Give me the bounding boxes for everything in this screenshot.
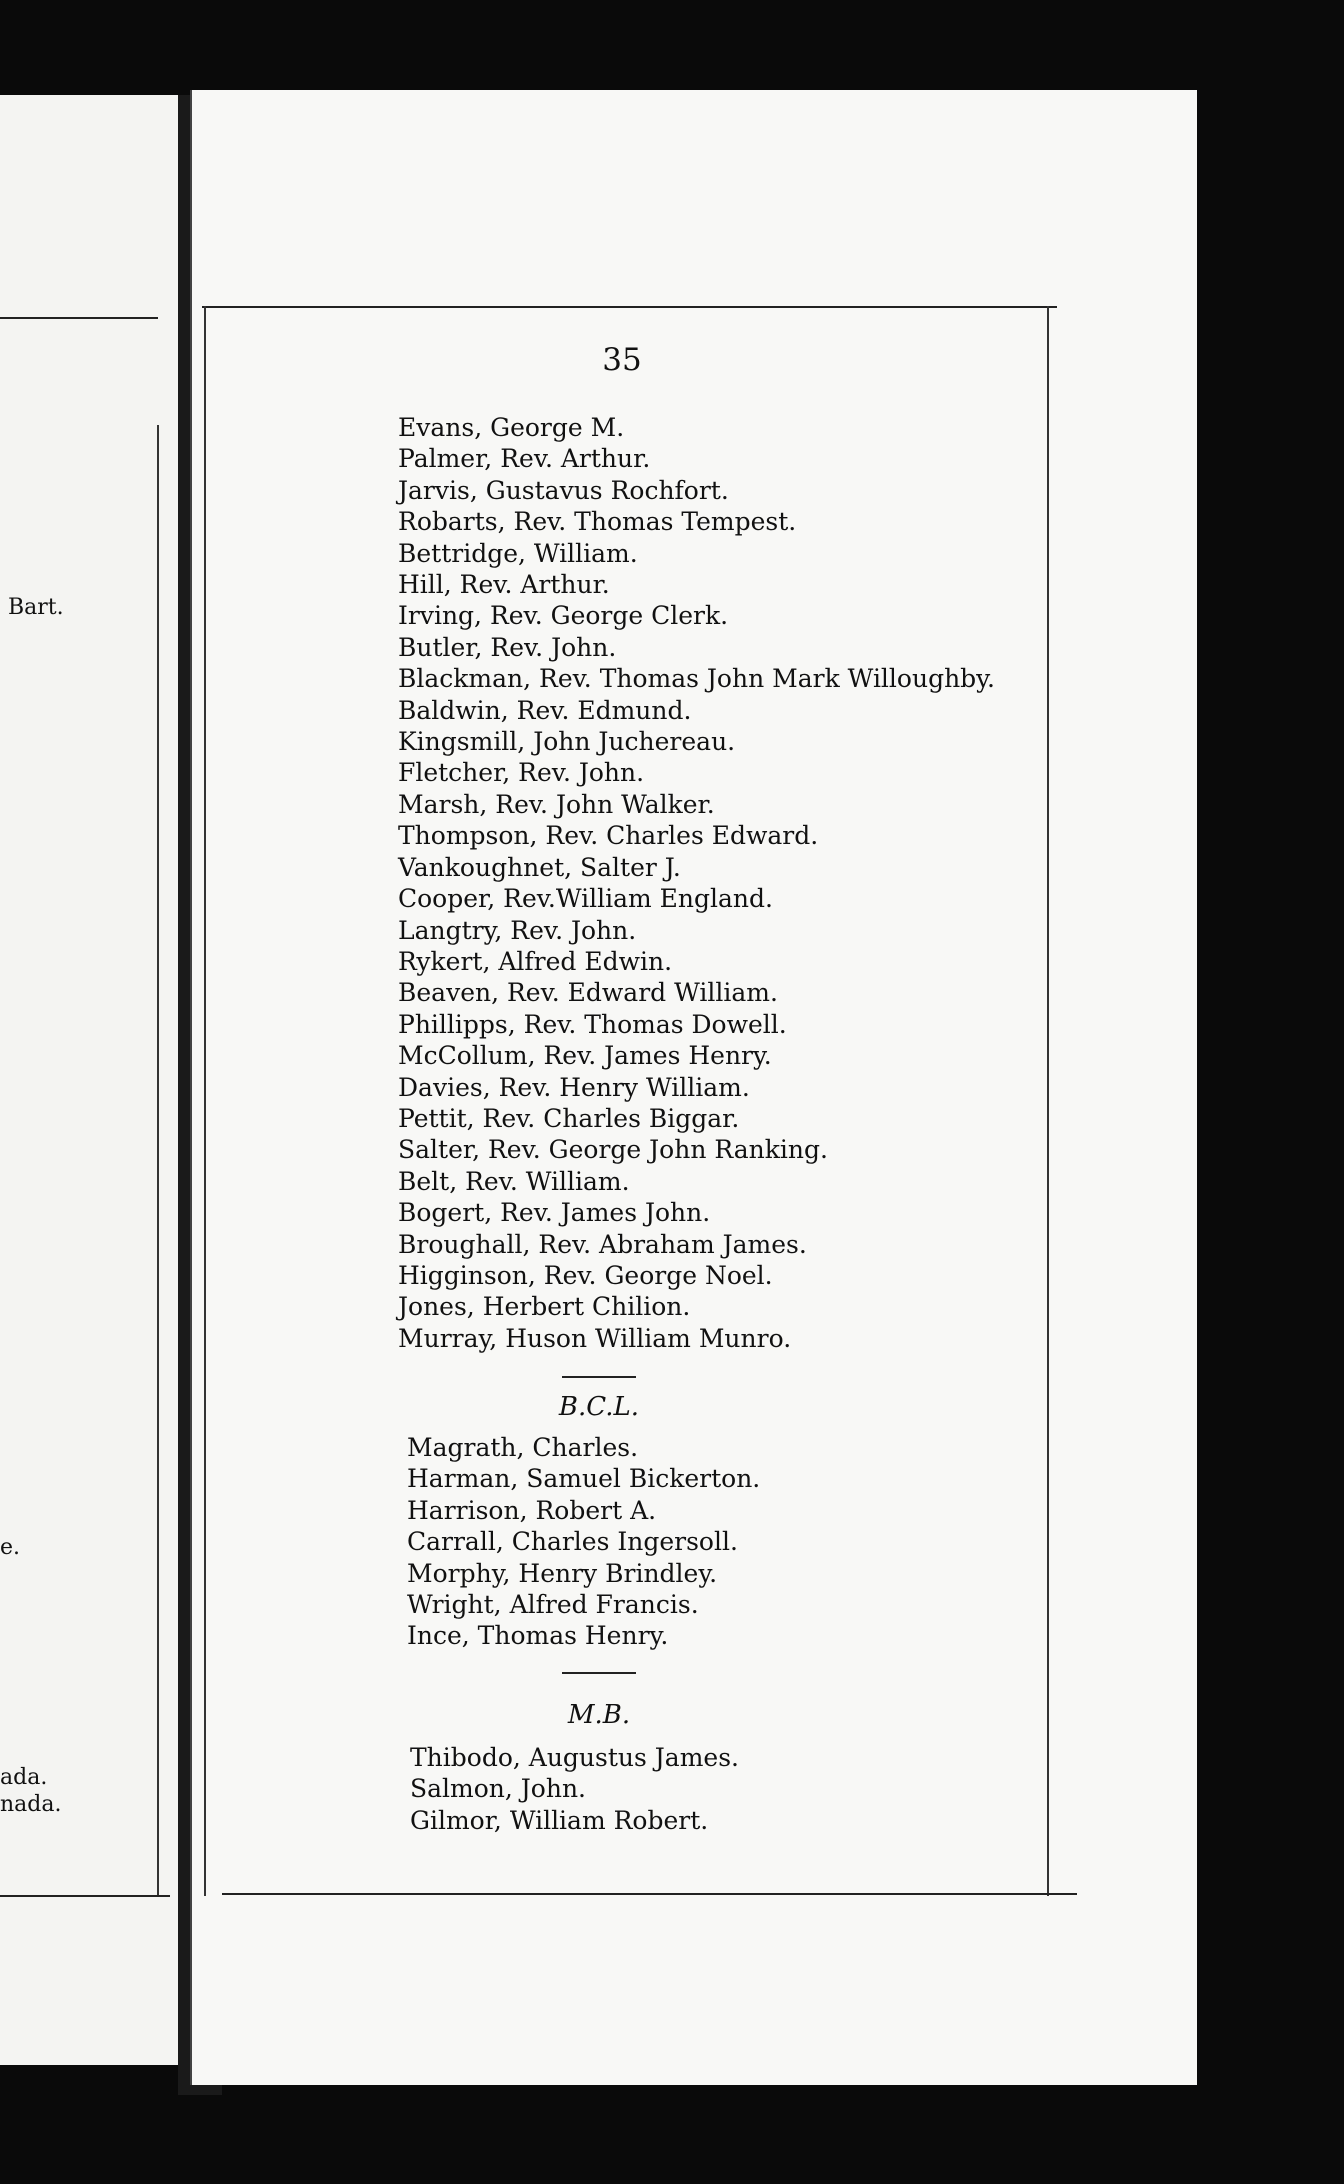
left-page-bottom-rule bbox=[0, 1895, 170, 1897]
section-title-mb: M.B. bbox=[567, 1700, 631, 1730]
page-right-rule bbox=[1047, 306, 1049, 1896]
name-entry: Carrall, Charles Ingersoll. bbox=[407, 1527, 738, 1557]
name-entry: Evans, George M. bbox=[398, 413, 625, 442]
name-entry: Bettridge, William. bbox=[398, 538, 638, 568]
name-entry: Wright, Alfred Francis. bbox=[407, 1590, 699, 1620]
name-entry: Kingsmill, John Juchereau. bbox=[398, 727, 736, 757]
left-page bbox=[0, 95, 178, 2065]
name-entry: Baldwin, Rev. Edmund. bbox=[398, 695, 692, 725]
name-entry: Murray, Huson William Munro. bbox=[398, 1323, 792, 1353]
book-page bbox=[190, 90, 1197, 2085]
name-entry: Thibodo, Augustus James. bbox=[410, 1743, 739, 1772]
name-entry: Vankoughnet, Salter J. bbox=[398, 852, 681, 882]
name-entry: Irving, Rev. George Clerk. bbox=[398, 601, 729, 631]
page-left-rule bbox=[204, 306, 206, 1896]
name-entry: Davies, Rev. Henry William. bbox=[398, 1072, 750, 1102]
name-entry: Blackman, Rev. Thomas John Mark Willoughby. bbox=[398, 664, 995, 694]
name-entry: Phillipps, Rev. Thomas Dowell. bbox=[398, 1009, 787, 1039]
bcl-name-list bbox=[407, 1432, 760, 1652]
name-entry: Salter, Rev. George John Ranking. bbox=[398, 1135, 828, 1165]
page-top-rule bbox=[202, 306, 1057, 308]
name-entry: Butler, Rev. John. bbox=[398, 632, 617, 662]
name-entry: Marsh, Rev. John Walker. bbox=[398, 789, 715, 819]
name-entry: Beaven, Rev. Edward William. bbox=[398, 978, 778, 1008]
name-entry: Bogert, Rev. James John. bbox=[398, 1198, 711, 1228]
name-entry: Broughall, Rev. Abraham James. bbox=[398, 1229, 807, 1259]
name-entry: Harrison, Robert A. bbox=[407, 1495, 657, 1525]
name-entry: Palmer, Rev. Arthur. bbox=[398, 444, 651, 474]
name-entry: Langtry, Rev. John. bbox=[398, 915, 637, 945]
graduate-name-list bbox=[398, 412, 995, 1354]
page-bottom-rule bbox=[222, 1893, 1077, 1895]
name-entry: Robarts, Rev. Thomas Tempest. bbox=[398, 507, 797, 537]
name-entry: Thompson, Rev. Charles Edward. bbox=[398, 821, 819, 851]
left-margin-fragment: Bart. bbox=[8, 595, 64, 620]
section-divider bbox=[562, 1672, 636, 1674]
left-margin-fragment: ada. bbox=[0, 1765, 48, 1790]
left-page-vertical-rule bbox=[157, 425, 159, 1895]
mb-name-list bbox=[410, 1742, 739, 1836]
name-entry: Salmon, John. bbox=[410, 1774, 587, 1804]
name-entry: Ince, Thomas Henry. bbox=[407, 1621, 669, 1651]
name-entry: Pettit, Rev. Charles Biggar. bbox=[398, 1103, 740, 1133]
left-margin-fragment: nada. bbox=[0, 1792, 62, 1817]
section-divider bbox=[562, 1376, 636, 1378]
name-entry: Gilmor, William Robert. bbox=[410, 1805, 709, 1835]
name-entry: Magrath, Charles. bbox=[407, 1433, 639, 1462]
left-margin-fragment: e. bbox=[0, 1535, 21, 1560]
section-title-bcl: B.C.L. bbox=[558, 1392, 640, 1422]
name-entry: McCollum, Rev. James Henry. bbox=[398, 1041, 772, 1071]
name-entry: Hill, Rev. Arthur. bbox=[398, 570, 610, 600]
name-entry: Harman, Samuel Bickerton. bbox=[407, 1464, 761, 1494]
name-entry: Jones, Herbert Chilion. bbox=[398, 1292, 691, 1322]
name-entry: Fletcher, Rev. John. bbox=[398, 758, 645, 788]
name-entry: Rykert, Alfred Edwin. bbox=[398, 946, 673, 976]
name-entry: Cooper, Rev.William England. bbox=[398, 884, 773, 914]
left-page-top-rule bbox=[0, 317, 158, 319]
name-entry: Belt, Rev. William. bbox=[398, 1166, 630, 1196]
name-entry: Jarvis, Gustavus Rochfort. bbox=[398, 475, 729, 505]
page-number: 35 bbox=[602, 342, 642, 378]
name-entry: Higginson, Rev. George Noel. bbox=[398, 1260, 773, 1290]
name-entry: Morphy, Henry Brindley. bbox=[407, 1558, 718, 1588]
